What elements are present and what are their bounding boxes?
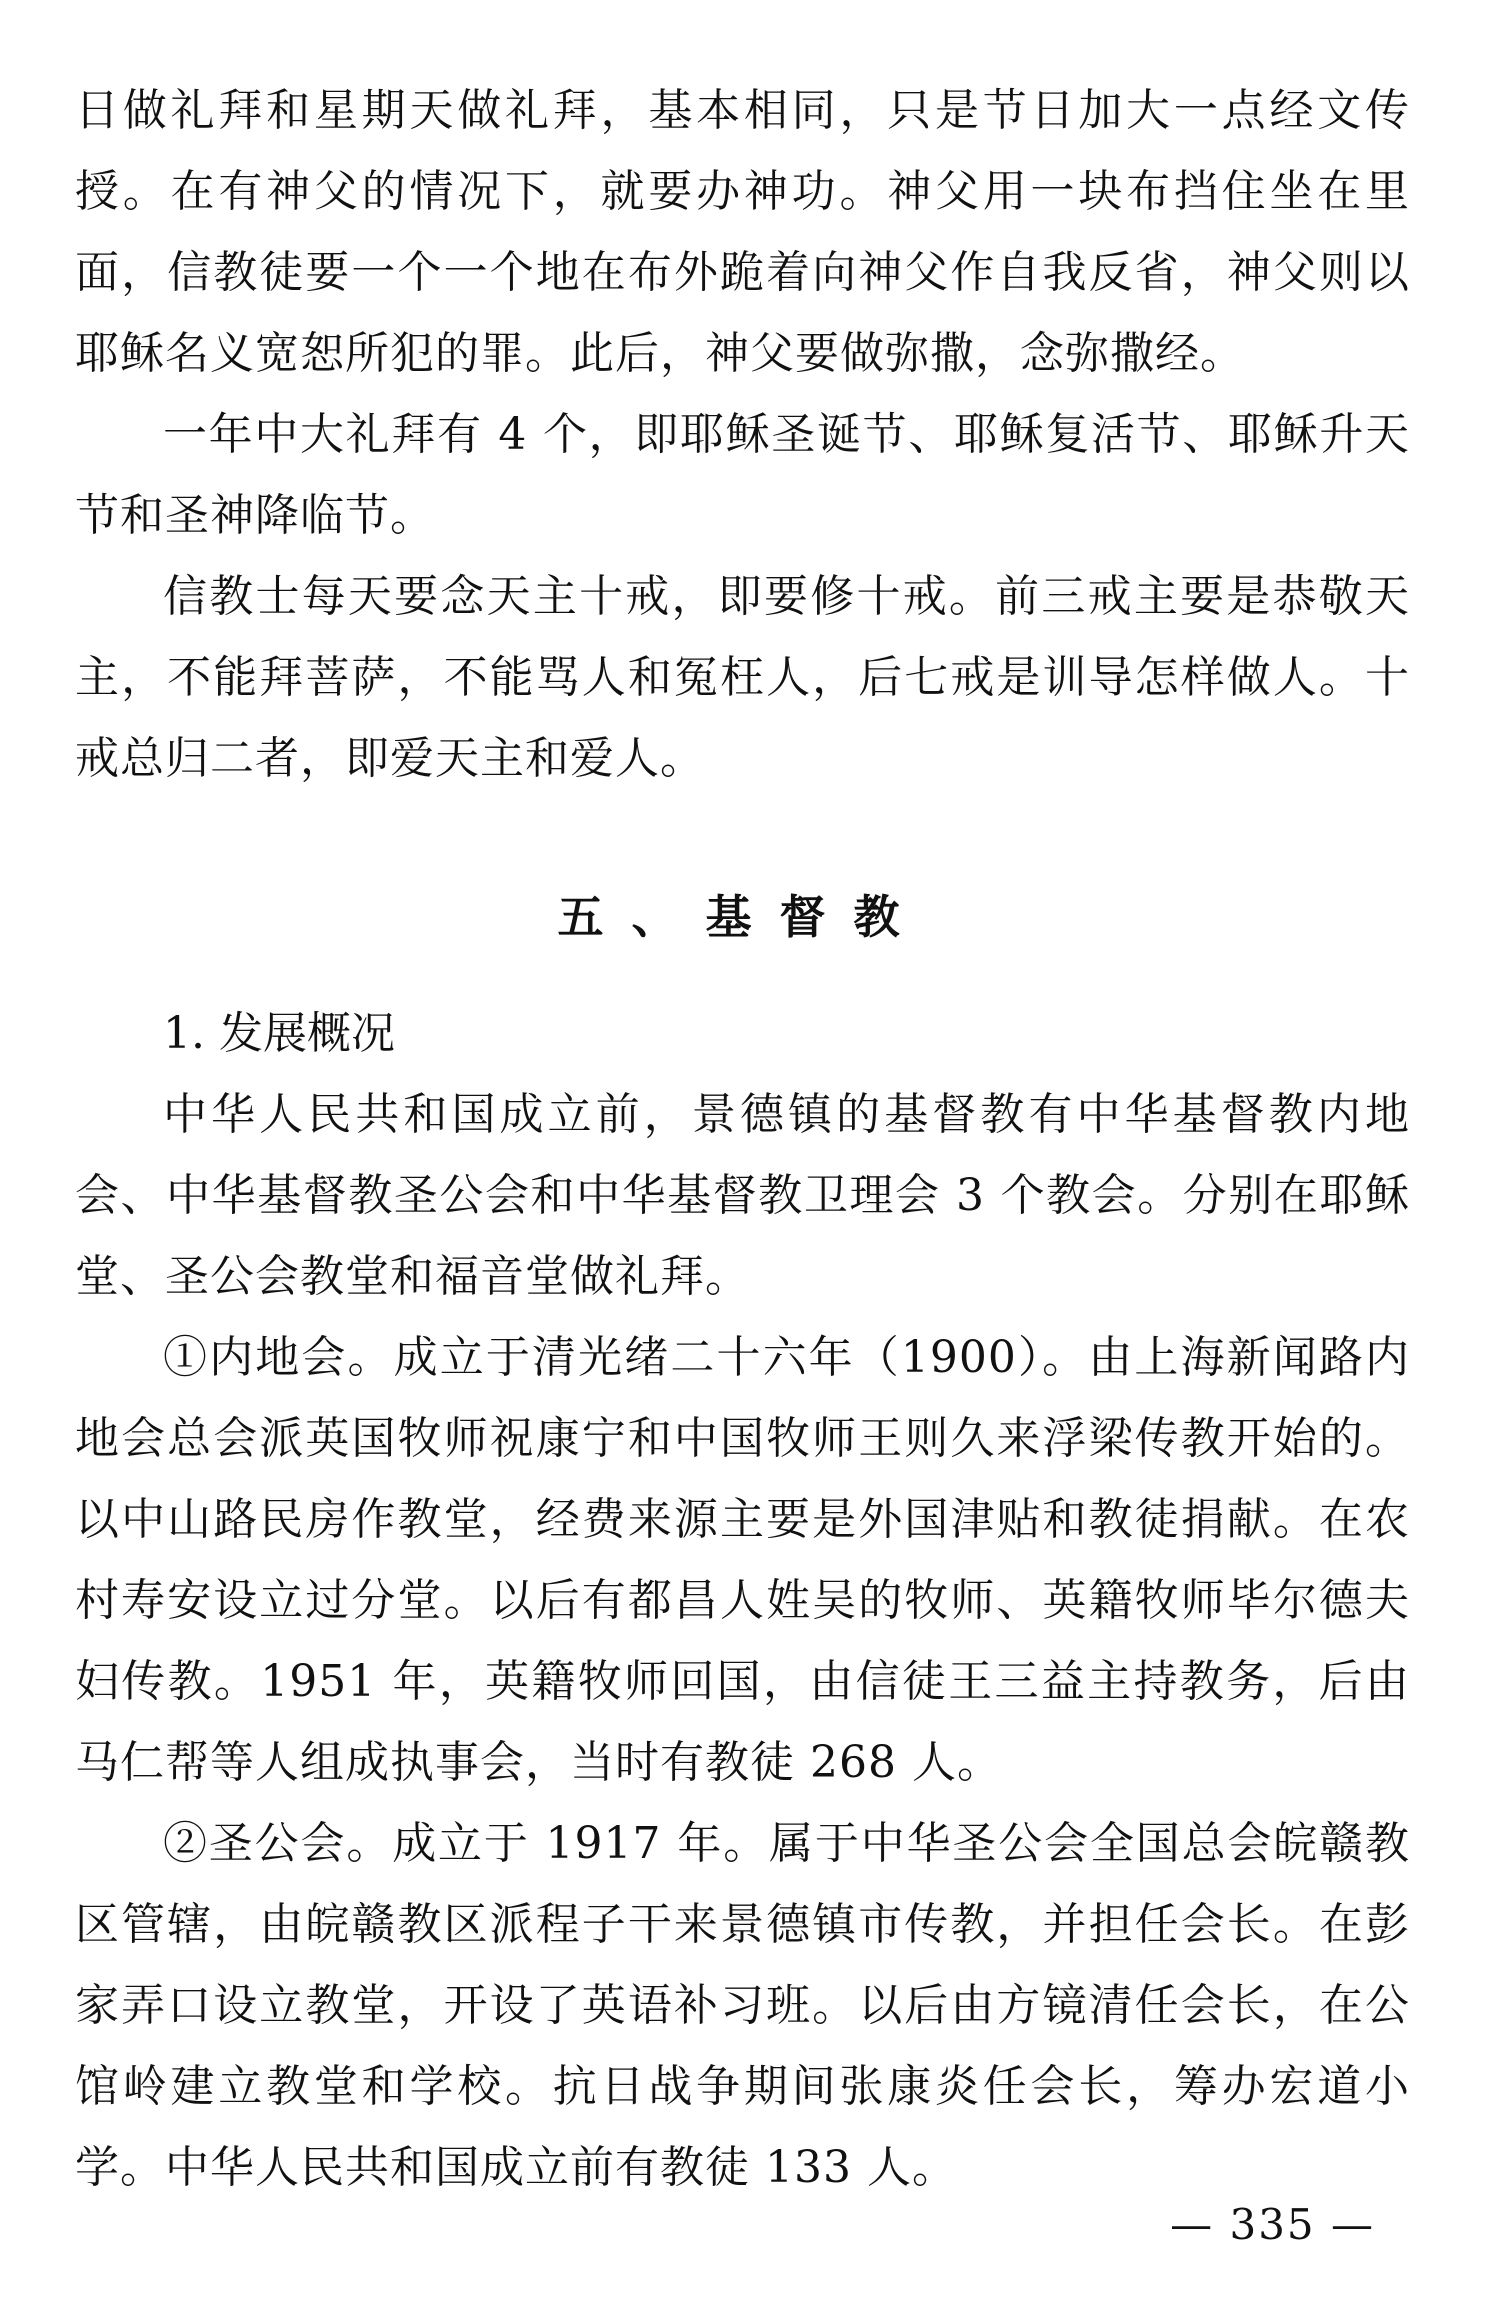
paragraph-ten-commandments: 信教士每天要念天主十戒，即要修十戒。前三戒主要是恭敬天主，不能拜菩萨，不能骂人和冤枉人，后七戒是训导怎样做人。十戒总归二者，即爱天主和爱人。 xyxy=(75,571,1410,784)
paragraph-major-services: 一年中大礼拜有 4 个，即耶稣圣诞节、耶稣复活节、耶稣升天节和圣神降临节。 xyxy=(75,409,1410,541)
paragraph-continuation: 日做礼拜和星期天做礼拜，基本相同，只是节日加大一点经文传授。在有神父的情况下，就要办神功。神父用一块布挡住坐在里面，信教徒要一个一个地在布外跪着向神父作自我反省，神父则以耶稣名义宽恕所犯的罪。此后，神父要做弥撒，念弥撒经。 xyxy=(75,85,1410,379)
paragraph-overview: 中华人民共和国成立前，景德镇的基督教有中华基督教内地会、中华基督教圣公会和中华基督教卫理会 3 个教会。分别在耶稣堂、圣公会教堂和福音堂做礼拜。 xyxy=(75,1089,1410,1302)
paragraph-inland-mission: ①内地会。成立于清光绪二十六年（1900）。由上海新闻路内地会总会派英国牧师祝康宁和中国牧师王则久来浮梁传教开始的。以中山路民房作教堂，经费来源主要是外国津贴和教徒捐献。在农村寿安设立过分堂。以后有都昌人姓吴的牧师、英籍牧师毕尔德夫妇传教。1951 年，英籍牧师回国，由信徒王三益主持教务，后由马仁帮等人组成执事会，当时有教徒 268 人。 xyxy=(75,1332,1410,1788)
section-heading: 五、基督教 xyxy=(557,890,928,944)
page-number: — 335 — xyxy=(1170,2200,1375,2249)
sub-heading: 1. 发展概况 xyxy=(163,1008,395,1059)
paragraph-anglican-church: ②圣公会。成立于 1917 年。属于中华圣公会全国总会皖赣教区管辖，由皖赣教区派程子干来景德镇市传教，并担任会长。在彭家弄口设立教堂，开设了英语补习班。以后由方镜清任会长，在公馆岭建立教堂和学校。抗日战争期间张康炎任会长，筹办宏道小学。中华人民共和国成立前有教徒 133 人。 xyxy=(75,1818,1410,2193)
page-body xyxy=(75,70,1410,2208)
